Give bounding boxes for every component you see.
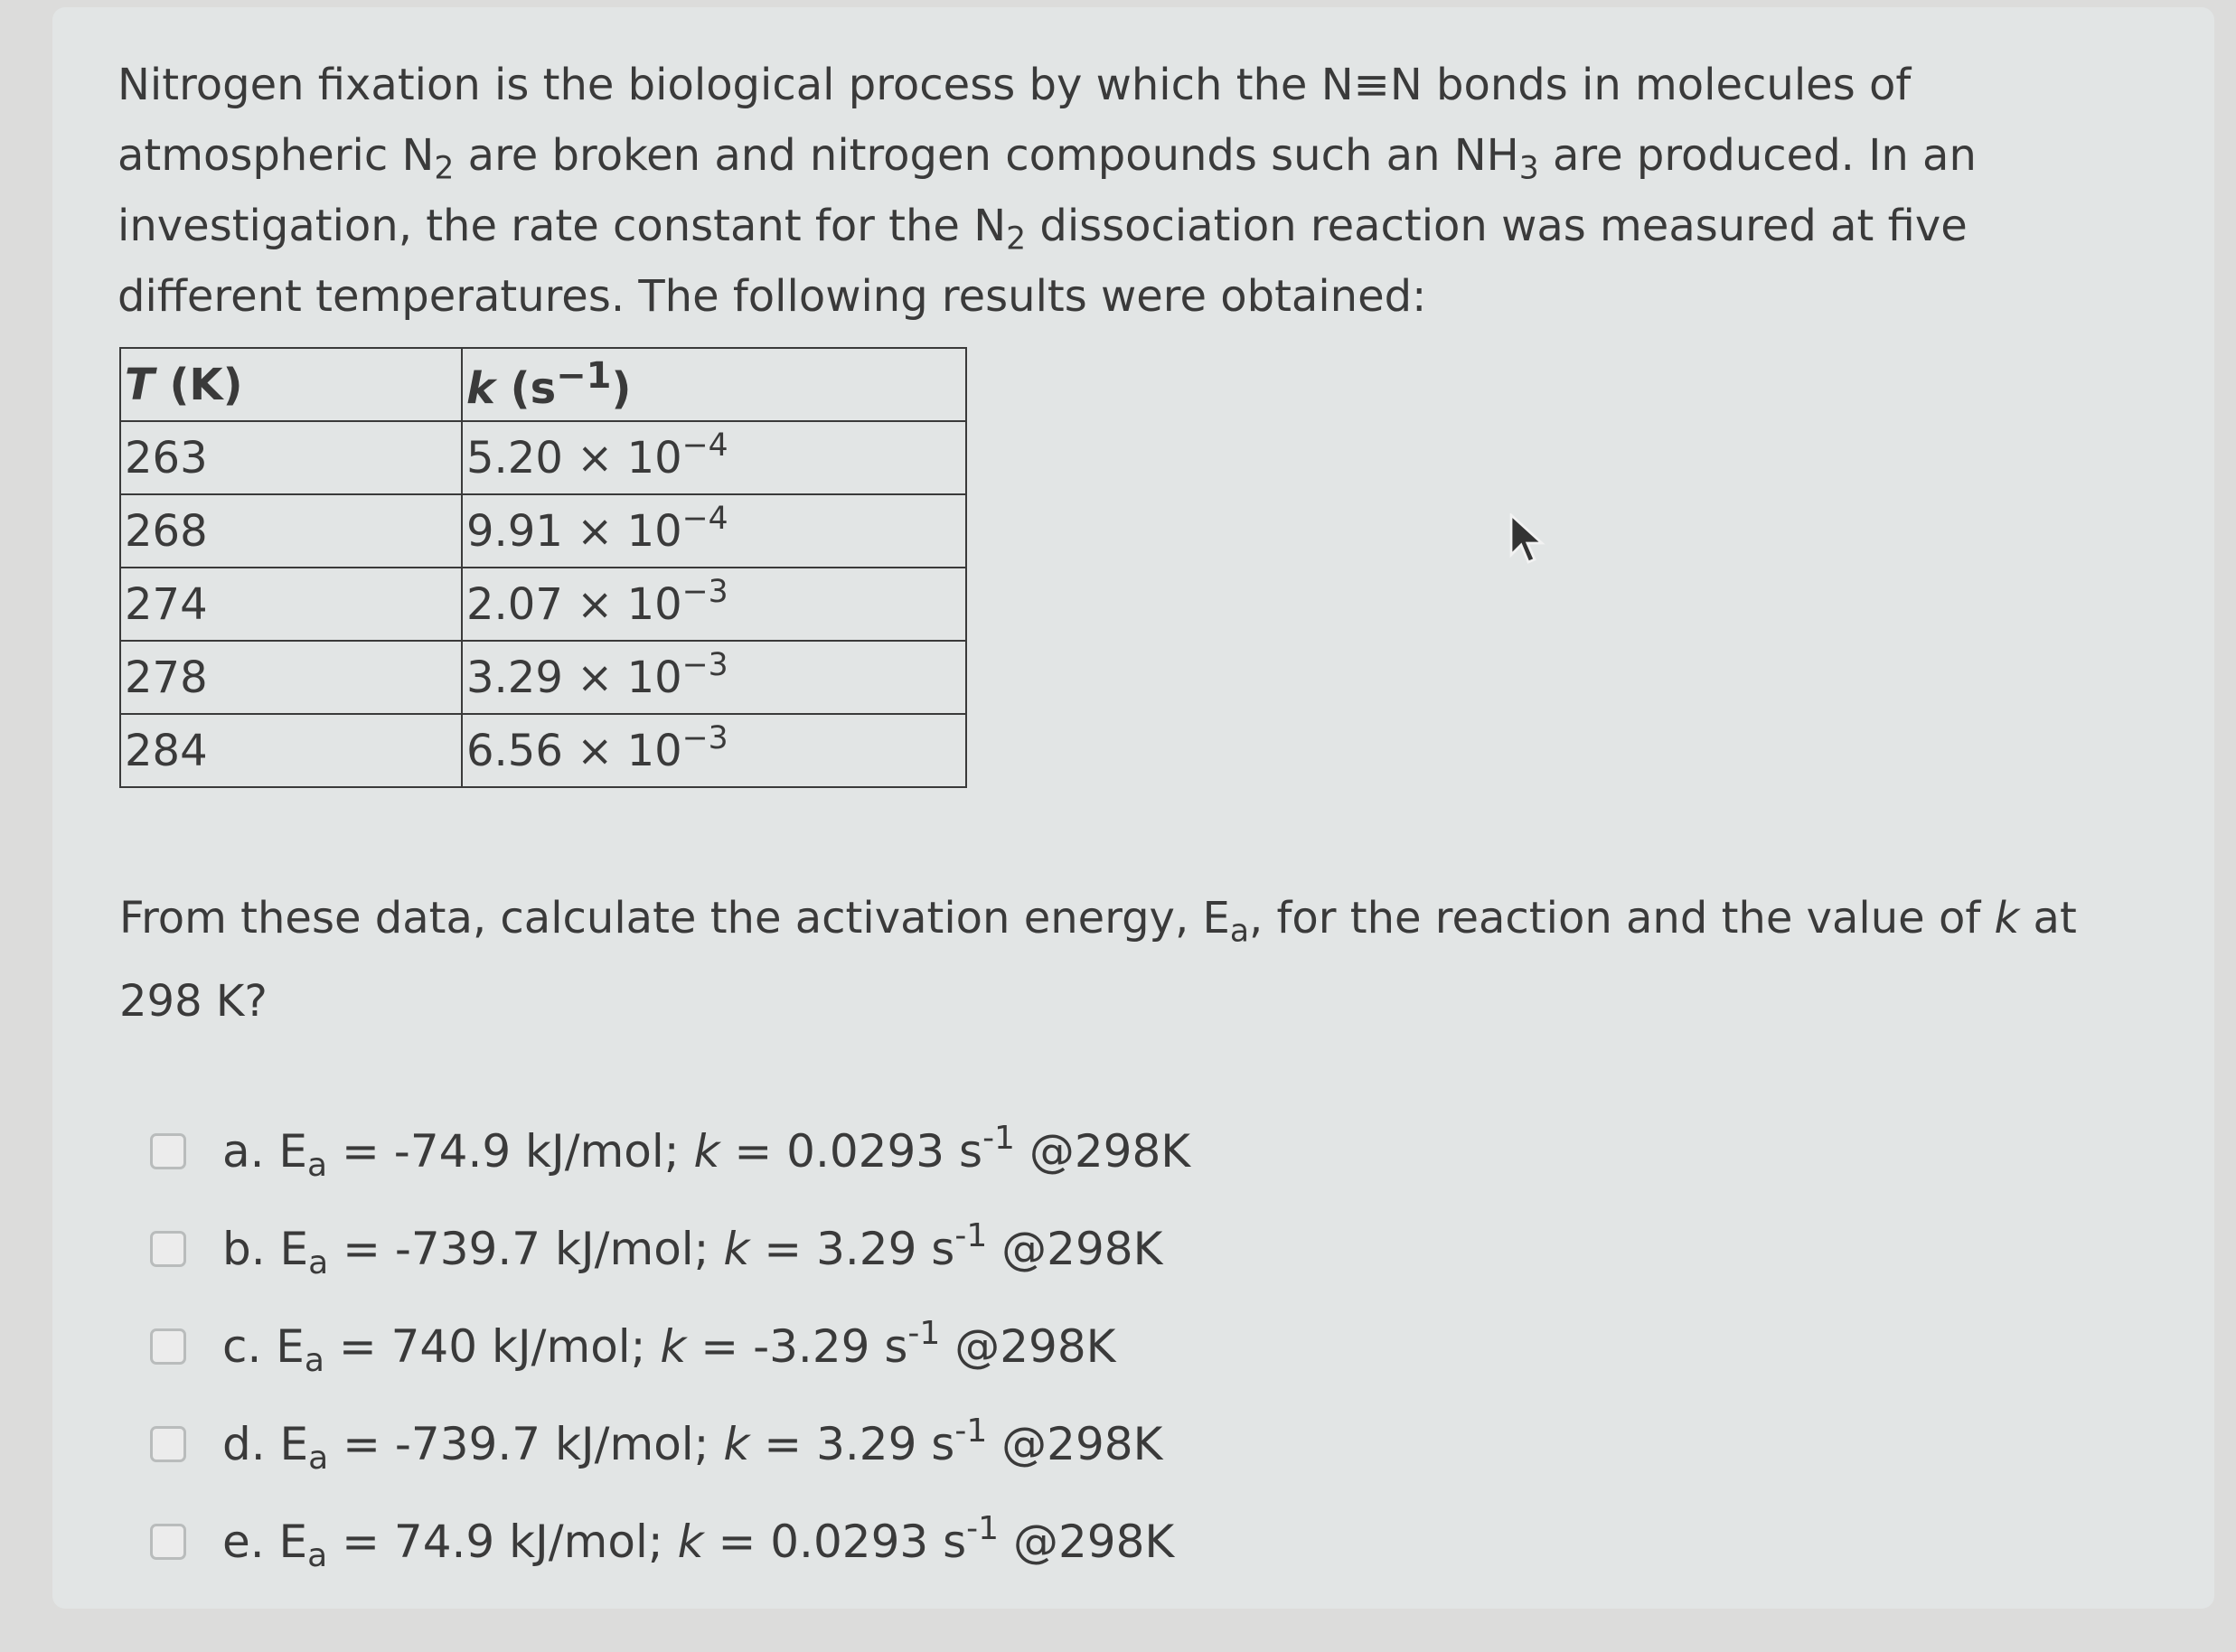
intro-paragraph: Nitrogen fixation is the biological process by which the N≡N bonds in molecules of atmospheric $N_2$ are broken and nitrogen compounds such an $NH_3$ are produced. In an investigation, the rate constant for the $N_2$ dissociation reaction was measured at five different temperatures. The following results were obtained: <box>117 60 1977 322</box>
rate-constant-cell: $5.20 \times 10^{-4}$ <box>462 421 966 494</box>
option-label: d. $E_a = -739.7$ kJ/mol; k = 3.29 $s^{-1}$ @298K <box>222 1413 1163 1478</box>
table-row <box>120 568 966 641</box>
checkbox-icon[interactable] <box>150 1133 186 1169</box>
rate-constant-cell: $9.91 \times 10^{-4}$ <box>462 494 966 568</box>
table-row <box>120 494 966 568</box>
option-label: b. $E_a = -739.7$ kJ/mol; k = 3.29 $s^{-1}$ @298K <box>222 1217 1163 1282</box>
checkbox-icon[interactable] <box>150 1524 186 1560</box>
header-temperature: T (K) <box>120 348 462 421</box>
option-a[interactable] <box>150 1103 1190 1200</box>
option-c[interactable] <box>150 1298 1190 1395</box>
temperature-cell: 263 <box>120 421 462 494</box>
option-label: c. $E_a = 740$ kJ/mol; k = -3.29 $s^{-1}$ @298K <box>222 1315 1116 1380</box>
temperature-cell: 278 <box>120 641 462 714</box>
header-rate-constant: k $(s^{-1})$ <box>462 348 966 421</box>
temperature-cell: 284 <box>120 714 462 787</box>
mouse-pointer-icon <box>1509 513 1549 571</box>
option-b[interactable] <box>150 1200 1190 1298</box>
rate-constant-cell: $3.29 \times 10^{-3}$ <box>462 641 966 714</box>
answer-options <box>150 1103 1190 1591</box>
table-row <box>120 421 966 494</box>
option-d[interactable] <box>150 1395 1190 1493</box>
rate-constant-cell: $2.07 \times 10^{-3}$ <box>462 568 966 641</box>
table-header-row <box>120 348 966 421</box>
temperature-cell: 274 <box>120 568 462 641</box>
checkbox-icon[interactable] <box>150 1426 186 1462</box>
table-row <box>120 714 966 787</box>
table-row <box>120 641 966 714</box>
option-e[interactable] <box>150 1493 1190 1591</box>
temperature-cell: 268 <box>120 494 462 568</box>
option-label: a. $E_a = -74.9$ kJ/mol; k = 0.0293 $s^{-1}$ @298K <box>222 1120 1191 1185</box>
checkbox-icon[interactable] <box>150 1328 186 1365</box>
question-text: From these data, calculate the activation energy, $E_a$, for the reaction and the value of k at 298 K? <box>119 893 2077 1027</box>
option-label: e. $E_a = 74.9$ kJ/mol; k = 0.0293 $s^{-1}$ @298K <box>222 1510 1175 1575</box>
checkbox-icon[interactable] <box>150 1231 186 1267</box>
rate-constant-cell: $6.56 \times 10^{-3}$ <box>462 714 966 787</box>
data-table <box>119 347 967 788</box>
